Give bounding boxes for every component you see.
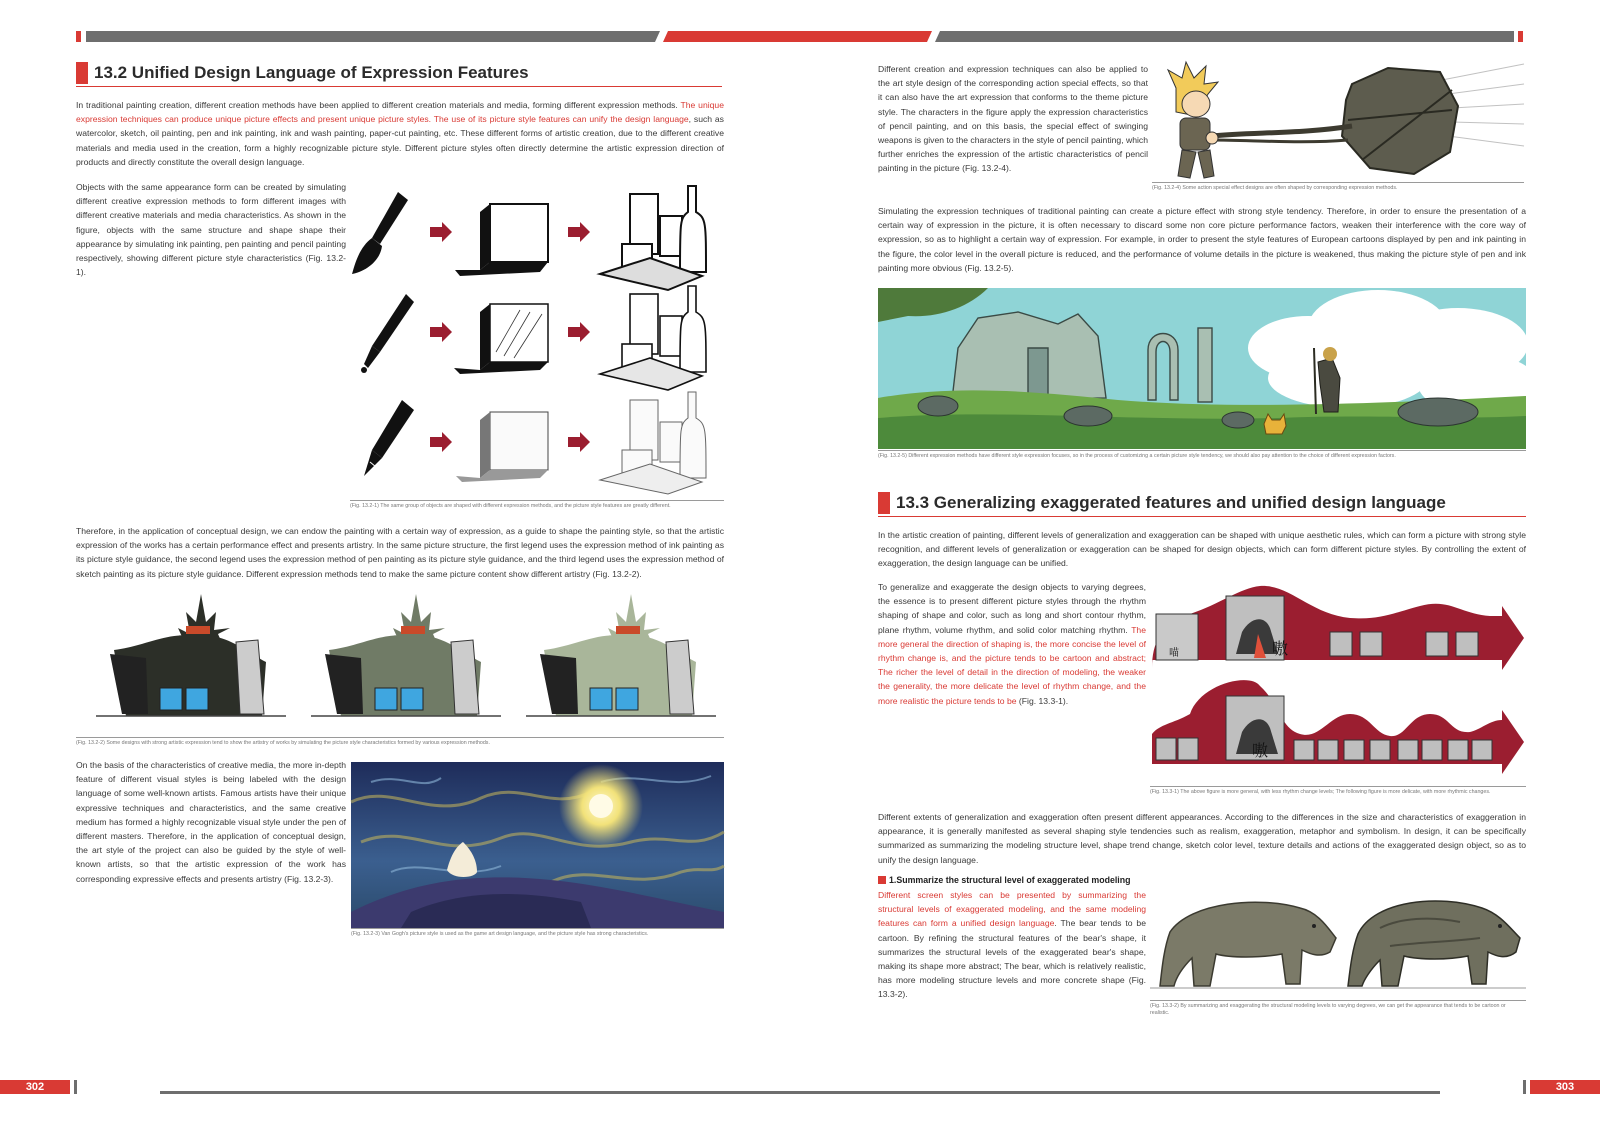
subheading-structural-level <box>878 875 1178 885</box>
page-number-right: 303 <box>1530 1080 1600 1094</box>
generalize-text-highlight: The more general the direction of shaping is, the more concise the level of rhythm change is, and the picture tends to be cartoon and abstract; The richer the level of detail in the direction of modeling, the weaker the generality, the more delicate the level of rhythm change, and the more realistic the picture tends to be <box>878 624 1146 706</box>
arrow-icon <box>568 432 590 452</box>
fig-13-2-1-illustration <box>350 182 730 502</box>
top-decor-bar <box>0 30 1600 44</box>
pen-still-life <box>600 286 706 390</box>
character <box>1168 62 1218 178</box>
fig-13-2-2-illustration <box>76 592 726 737</box>
fig-13-2-5-illustration <box>878 288 1526 449</box>
fig-13-3-1-illustration <box>1150 584 1526 784</box>
heading-marker <box>878 492 890 514</box>
bear-paragraph <box>878 888 1146 1002</box>
action-paragraph: Different creation and expression techniques can also be applied to the art style design of the corresponding action special effects, so that it can also have the art expression that conforms to the theme picture style. The characters in the figure apply the expression characteristics of pencil painting, and on this basis, the special effect of swinging weapons is given to the characters in the style of pencil painting, which further enriches the expression of the artistic characteristics of pencil painting in the picture (Fig. 13.2-4). <box>878 64 1148 174</box>
fig6-glyph-roar-bottom: 嗷 <box>1251 741 1269 760</box>
generalize-text-2: (Fig. 13.3-1). <box>1016 695 1069 706</box>
subheading-marker <box>878 876 886 884</box>
cartoon-bear <box>1160 902 1336 986</box>
footer-tick-right <box>1523 1080 1526 1094</box>
arrow-icon <box>430 222 452 242</box>
fig-13-2-4-illustration <box>1152 60 1524 190</box>
intro-text-2: , such as watercolor, sketch, oil painting, pen and ink painting, ink and wash painting, paper-cut painting, etc. These different forms of artistic creation, due to the different creative materials and media used in the creation, form a highly recognizable picture style. Different picture styles often directly determine the artistic expression direction of products and directly constitute the overall design language. <box>76 114 724 167</box>
artistic-paragraph: In the artistic creation of painting, different levels of generalization and exaggeration can be shaped with unique aesthetic rules, which can form a picture with strong style recognition, and different levels of generalization or exaggeration can be shaped for design objects, which can form different picture styles. By controlling the extent of exaggeration, the design language can be unified. <box>878 530 1526 569</box>
fig-13-2-4-caption: (Fig. 13.2-4) Some action special effect designs are often shaped by corresponding expression methods. <box>1152 182 1524 192</box>
fig-13-2-3-illustration <box>351 762 724 928</box>
fig-13-2-1-caption: (Fig. 13.2-1) The same group of objects are shaped with different expression methods, and the picture style features are greatly different. <box>350 500 724 510</box>
intro-text-highlight: The unique expression techniques can produce unique picture effects and present unique picture styles. The use of its picture style features can unify the design language <box>76 100 724 125</box>
fig-13-3-2-illustration <box>1150 888 1526 996</box>
boulder <box>1342 68 1458 174</box>
fig-13-2-2-caption: (Fig. 13.2-2) Some designs with strong artistic expression tend to show the artistry of works by simulating the picture style characteristics formed by various expression methods. <box>76 737 724 747</box>
section-heading-13-2 <box>76 60 722 87</box>
generalize-paragraph <box>878 580 1146 708</box>
pencil-icon <box>364 400 414 476</box>
fig-13-2-3-caption: (Fig. 13.2-3) Van Gogh's picture style is used as the game art design language, and the picture style has strong characteristics. <box>351 928 724 938</box>
bear-text-2: . The bear tends to be cartoon. By refining the structural features of the bear's shape, it summarizes the structural levels of the exaggerated bear's shape, making its shape more abstract; The bear, which is relatively realistic, has more modeling structure levels and more concrete shape (Fig. 13.3-2). <box>878 918 1146 1000</box>
section-heading-13-3-text: 13.3 Generalizing exaggerated features and unified design language <box>896 493 1446 512</box>
section-heading-13-3 <box>878 490 1526 517</box>
fig-13-2-5-caption: (Fig. 13.2-5) Different expression methods have different style expression focuses, so in the process of customizing a certain picture style tendency, we should also pay attention to the choice of different expression factors. <box>878 450 1526 460</box>
arrow-icon <box>568 222 590 242</box>
page-number-left: 302 <box>0 1080 70 1094</box>
ink-cube <box>455 204 548 276</box>
arrow-icon <box>430 432 452 452</box>
rhythm-arrow-top <box>1152 586 1524 670</box>
pencil-still-life <box>600 392 706 494</box>
fig-13-3-2-caption: (Fig. 13.3-2) By summarizing and exaggerating the structural modeling levels to varying degrees, we can get the appearance that tends to be cartoon or realistic. <box>1150 1000 1526 1017</box>
subheading-text: 1.Summarize the structural level of exaggerated modeling <box>889 875 1131 885</box>
bear-text-highlight: Different screen styles can be presented by summarizing the structural levels of exaggerated modeling, and the same modeling features can form a unified design language <box>878 890 1146 929</box>
footer-tick-left <box>74 1080 77 1094</box>
basis-paragraph: On the basis of the characteristics of creative media, the more in-depth feature of different visual styles is being labeled with the design language of some well-known artists. Famous artists have their unique expressive techniques and characteristics, and the same creative medium has formed a highly recognizable visual style under the pen of different masters. Therefore, in the application of conceptual design, the art style of the project can also be guided by the style of well-known artists, so that the artistic expression of the work has corresponding expressive effects and presents artistry (Fig. 13.2-3). <box>76 760 346 884</box>
ink-still-life <box>600 186 706 290</box>
rhythm-arrow-bottom <box>1152 680 1524 774</box>
simulating-paragraph: Simulating the expression techniques of traditional painting can create a picture effect with strong style tendency. Therefore, in order to ensure the presentation of a certain way of expression in the picture, it is often necessary to discard some non core picture performance factors, weaken their interference with the core way of expression, so as to highlight a certain way of expression. For example, in order to present the style features of European cartoons displayed by pen and ink painting in the figure, the color level in the overall picture is reduced, and the performance of volume details in the picture is weakened, thus making the picture style of pen and ink painting more obvious (Fig. 13.2-5). <box>878 206 1526 273</box>
objects-paragraph: Objects with the same appearance form can be created by simulating different creative expression methods to form different images with different creative materials and media characteristics. As shown in the figure, objects with the same structure and shape shape their appearance by simulating ink painting, pen painting and pencil painting respectively, showing different picture style characteristics (Fig. 13.2-1). <box>76 182 346 278</box>
intro-paragraph <box>76 98 724 169</box>
fig6-glyph-roar: 嗷 <box>1271 639 1289 658</box>
therefore-paragraph: Therefore, in the application of conceptual design, we can endow the painting with a certain way of expression, as a guide to shape the painting style, so that the artistic expression of the works has a certain performance effect and presents artistry. In the same picture structure, the first legend uses the expression method of ink painting as its picture style guidance, the second legend uses the expression method of pen painting as its picture style guidance, and the third legend uses the expression method of sketch painting as its picture style guidance. Different expression methods tend to make the same picture content show different artistry (Fig. 13.2-2). <box>76 526 724 579</box>
generalize-text-1: To generalize and exaggerate the design objects to varying degrees, the essence is to present different picture styles through the rhythm shaping of shape and color, such as long and short contour rhythm, plane rhythm, volume rhythm, and solid color matching rhythm. <box>878 582 1146 635</box>
arrow-icon <box>430 322 452 342</box>
pen-icon <box>361 294 414 373</box>
heading-marker <box>76 62 88 84</box>
section-heading-13-2-text: 13.2 Unified Design Language of Expression Features <box>94 63 529 82</box>
fig6-glyph-meow: 喵 <box>1169 648 1179 659</box>
ink-brush-icon <box>352 192 408 274</box>
pen-cube <box>454 304 548 374</box>
footer-rule <box>160 1091 1440 1094</box>
realistic-bear <box>1348 901 1520 986</box>
pencil-cube <box>456 412 548 482</box>
intro-text-1: In traditional painting creation, different creation methods have been applied to different creation materials and media, forming different expression methods. <box>76 100 681 110</box>
arrow-icon <box>568 322 590 342</box>
extents-paragraph: Different extents of generalization and exaggeration often present different appearances. According to the differences in the size and characteristics of exaggeration in appearance, it is generally manifested as several shaping style tendencies such as realism, exaggeration, metaphor and symbolism. In design, it can be specifically summarized as summarizing the modeling structure level, shape trend change, sketch color level, texture details and actions of the exaggerated design object, so as to unify the design language. <box>878 812 1526 865</box>
fig-13-3-1-caption: (Fig. 13.3-1) The above figure is more general, with less rhythm change levels; The following figure is more delicate, with more rhythmic changes. <box>1150 786 1526 796</box>
